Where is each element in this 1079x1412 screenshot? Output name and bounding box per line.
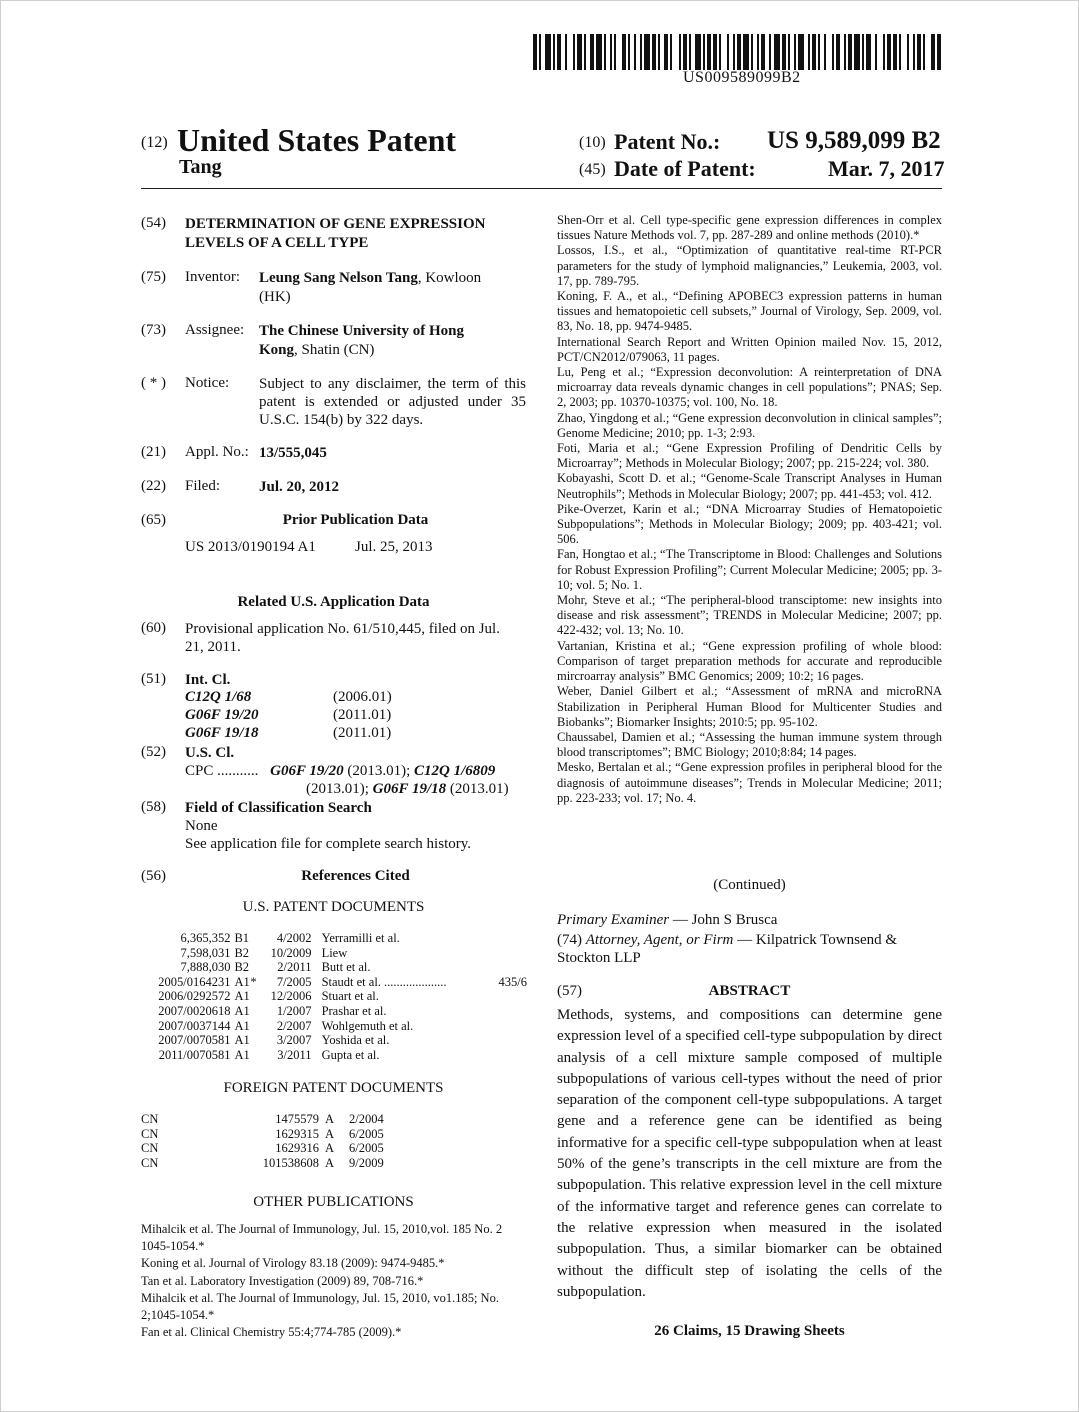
us-doc-cell: 2007/0037144 [158,1018,231,1033]
us-doc-cell: Yerramilli et al. [321,931,400,945]
examiner-label: Primary Examiner [557,912,670,928]
inventor-country: (HK) [259,289,291,305]
us-doc-cell: Prashar et al. [321,1003,387,1018]
us-doc-cell: Stuart et al. [321,989,379,1004]
header-rule [141,188,942,189]
prior-pub-title: Prior Publication Data [282,512,429,528]
publication-entry: Shen-Orr et al. Cell type-specific gene expression differences in complex tissues Nature Methods vol. 7, pp. 287-289 and online methods (2010).* [557,213,942,243]
provisional-line-2: 21, 2011. [185,639,241,655]
us-doc-row [149,960,527,975]
us-doc-cell: 6,365,352 [180,931,231,945]
us-doc-cell: Wohlgemuth et al. [321,1018,414,1033]
us-doc-cell [250,1033,262,1048]
us-doc-row [149,1033,527,1048]
code-56: (56) [141,868,166,884]
foreign-doc-cell: CN [141,1155,159,1170]
us-doc-cell: 2/2007 [276,1018,312,1033]
int-cl-code: G06F 19/18 [185,725,259,741]
us-doc-cell [250,946,262,961]
attorney-code: (74) [557,932,582,948]
publication-entry: Pike-Overzet, Karin et al.; “DNA Microarray Studies of Hematopoietic Subpopulations”; Methods in Molecular Biology; 2009; pp. 403-421; vol. 506. [557,501,942,547]
foreign-doc-cell: A [325,1126,335,1141]
us-doc-cell: 2011/0070581 [158,1047,231,1062]
publication-entry: Mohr, Steve et al.; “The peripheral-blood transciptome: new insights into disease and risk assessment”; TRENDS in Molecular Medicine; 2007; pp. 422-432; vol. 13; No. 10. [557,593,942,638]
code-54: (54) [141,215,166,231]
us-cl-title: U.S. Cl. [185,745,235,761]
us-doc-cell [499,989,527,1004]
publication-entry: Lossos, I.S., et al., “Optimization of quantitative real-time RT-PCR parameters for the study of lymphoid malignancies,” Leukemia, 2003, vol. 17, pp. 789-795. [557,243,942,288]
foreign-doc-row [141,1127,441,1142]
us-doc-cell: B1 [234,931,250,945]
attorney-line-2: Stockton LLP [557,950,641,966]
us-doc-cell: 7,888,030 [180,960,231,975]
foreign-doc-cell: 2/2004 [349,1112,384,1126]
us-doc-cell [499,1019,527,1034]
code-10: (10) [579,134,606,151]
provisional-line-1: Provisional application No. 61/510,445, filed on Jul. [185,621,500,637]
cpc-line-1 [185,762,495,780]
us-doc-cell: B2 [234,945,250,960]
barcode-number: US009589099B2 [683,69,801,86]
int-cl-date: (2011.01) [333,725,392,741]
publication-entry: Fan et al. Clinical Chemistry 55:4;774-785 (2009).* [141,1325,402,1340]
other-publications [141,1221,526,1341]
assignee-name: The Chinese University of Hong [259,323,465,339]
foreign-doc-cell: A [325,1112,335,1126]
title-line-2: LEVELS OF A CELL TYPE [185,235,369,251]
foreign-doc-cell: CN [141,1141,159,1156]
foreign-docs-title: FOREIGN PATENT DOCUMENTS [223,1080,444,1096]
code-58: (58) [141,799,166,815]
attorney-label: Attorney, Agent, or Firm [585,932,734,948]
inventor-label: Inventor: [185,269,240,285]
barcode [533,34,943,70]
code-45: (45) [579,161,606,178]
patent-type-title: United States Patent [177,122,457,158]
us-doc-cell: A1 [234,1003,250,1018]
publication-entry: Mihalcik et al. The Journal of Immunology, Jul. 15, 2010, vo1.185; No. 2;1045-1054.* [141,1290,499,1323]
us-doc-cell [499,1048,527,1063]
us-doc-cell: * [250,974,257,989]
foreign-doc-cell: 6/2005 [349,1126,384,1141]
inventor-short: Tang [179,156,222,178]
us-doc-cell [250,989,262,1004]
cpc-code-2: C12Q 1/6809 [414,763,496,779]
us-doc-cell: 2005/0164231 [158,974,231,989]
us-doc-row [149,1048,527,1063]
us-doc-cell: 3/2011 [277,1047,312,1062]
code-52: (52) [141,744,166,760]
cpc-date-2: (2013.01); [306,781,369,797]
foreign-doc-cell: 1629315 [275,1126,319,1141]
publication-entry: Mihalcik et al. The Journal of Immunology, Jul. 15, 2010,vol. 185 No. 2 1045-1054.* [141,1222,503,1254]
publication-entry: Kobayashi, Scott D. et al.; “Genome-Scale Transcript Analyses in Human Neutrophils”; Methods in Molecular Biology; 2007; pp. 441-453; vol. 412. [557,471,942,501]
primary-examiner [557,911,942,930]
prior-pub-date: Jul. 25, 2013 [355,539,433,555]
inventor-city: , Kowloon [417,270,482,286]
foreign-doc-cell: 101538608 [262,1155,319,1170]
continued-note: (Continued) [713,877,786,893]
us-doc-cell: B2 [234,960,250,975]
publication-entry: Vartanian, Kristina et al.; “Gene expression profiling of whole blood: Comparison of target preparation methods for accurate and reproducible mircroarray analysis” BMC Genomics; 2009; 10:2; 16 pages. [557,638,942,684]
claims-count: 26 Claims, 15 Drawing Sheets [654,1323,845,1339]
cpc-code-1: G06F 19/20 [270,763,344,779]
us-doc-cell [499,1004,527,1019]
us-doc-cell [499,960,527,975]
patent-date: Mar. 7, 2017 [828,156,945,181]
cpc-date-1: (2013.01); [347,763,411,779]
assignee-line-2 [259,341,374,359]
us-doc-cell [250,1019,262,1034]
us-doc-cell: 2007/0020618 [158,1003,231,1018]
us-doc-row [149,989,527,1004]
us-doc-cell: 7/2005 [276,974,312,989]
publication-entry: International Search Report and Written Opinion mailed Nov. 15, 2012, PCT/CN2012/079063, 11 pages. [557,334,942,364]
field-search-title: Field of Classification Search [185,800,372,816]
foreign-doc-row [141,1156,441,1171]
appl-no-label: Appl. No.: [185,444,249,460]
us-doc-cell: 3/2007 [276,1033,312,1048]
notice-label: Notice: [185,375,230,391]
abstract-code: (57) [557,983,582,999]
examiner-name: — John S Brusca [669,912,778,928]
foreign-doc-cell: 6/2005 [349,1141,384,1156]
barcode-bar [937,34,941,70]
us-doc-cell: 2006/0292572 [158,989,231,1004]
patent-no-label: Patent No.: [614,129,721,154]
us-doc-row [149,975,527,990]
abstract-text: Methods, systems, and compositions can determine gene expression level of a specified cell-type subpopulation by direct analysis of a cell mixture sample composed of multiple subpopulations of various cell-types without the need of prior separation of the component cell-type subpopulations. A target gene and a reference gene can be identified as being informative for a specific cell-type subpopulation when at least 50% of the gene’s transcripts in the cell mixture are from the subpopulation. This relative expression level in the cell mixture of the informative target and reference genes can correlate to the relative expression when measured in the isolated subpopulation. Thus, a similar biomarker can be obtained without the difficult step of isolating the cells of the subpopulation. [557,1007,942,1300]
us-doc-row [149,1019,527,1034]
title-line-1: DETERMINATION OF GENE EXPRESSION [185,216,486,232]
code-60: (60) [141,620,166,636]
appl-no-value: 13/555,045 [259,445,327,461]
code-65: (65) [141,512,166,528]
field-search-none: None [185,818,218,834]
int-cl-date: (2006.01) [333,689,392,705]
assignee-label: Assignee: [185,322,245,338]
other-publications-continued [557,213,942,806]
patent-number: US 9,589,099 B2 [767,127,941,154]
us-doc-cell [250,1004,262,1019]
us-doc-cell [499,931,527,946]
foreign-doc-cell: 1629316 [275,1141,319,1156]
us-doc-cell: Butt et al. [321,960,371,975]
inventor-line-1 [259,269,481,287]
us-doc-row [149,946,527,961]
foreign-doc-row [141,1112,441,1127]
us-doc-cell: 10/2009 [270,945,312,960]
publication-entry: Weber, Daniel Gilbert et al.; “Assessment of mRNA and microRNA Stabilization in Peripheral Human Blood for Multicenter Studies and Biobanks”; Biomarker Insights; 2010:5; pp. 95-102. [557,684,942,729]
us-doc-cell [250,960,262,975]
filed-label: Filed: [185,478,221,494]
us-patent-documents-table [149,931,527,1062]
publication-entry: Tan et al. Laboratory Investigation (2009) 89, 708-716.* [141,1273,424,1288]
attorney-line-1 [557,931,942,950]
publication-entry: Mesko, Bertalan et al.; “Gene expression profiles in peripheral blood for the diagnosis of autoimmune diseases”; Trends in Molecular Medicine; 2011; pp. 223-233; vol. 17; No. 4. [557,760,942,805]
publication-entry: Chaussabel, Damien et al.; “Assessing the human immune system through blood transcriptomes”; BMC Biology; 2010;8:84; 14 pages. [557,729,942,760]
us-doc-cell: Liew [321,945,348,960]
us-doc-cell: Yoshida et al. [321,1033,390,1048]
int-cl-date: (2011.01) [333,707,392,723]
us-docs-title: U.S. PATENT DOCUMENTS [242,899,425,915]
us-doc-cell [250,1048,262,1063]
int-cl-code: G06F 19/20 [185,707,259,723]
abstract-title: ABSTRACT [708,983,791,999]
us-doc-cell: 2/2011 [277,960,312,975]
us-doc-row [149,1004,527,1019]
publication-entry: Lu, Peng et al.; “Expression deconvolution: A reinterpretation of DNA microarray data reveals dynamic changes in cell populations”; PNAS; Sep. 2, 2003; pp. 10370-10375; vol. 100, No. 18. [557,365,942,410]
assignee-name-2: Kong [259,342,295,358]
foreign-doc-cell: 9/2009 [349,1155,384,1170]
publication-entry: Fan, Hongtao et al.; “The Transcriptome in Blood: Challenges and Solutions for Robust Expression Profiling”; Current Molecular Medicine; 2005; pp. 3-10; vol. 5; No. 1. [557,547,942,592]
us-doc-row [149,931,527,946]
code-22: (22) [141,478,166,494]
us-doc-cell: 2007/0070581 [158,1033,231,1048]
code-notice: ( * ) [141,375,166,391]
notice-text: Subject to any disclaimer, the term of this patent is extended or adjusted under 35 U.S.C. 154(b) by 322 days. [259,376,526,428]
us-doc-cell: A1 [234,1033,250,1048]
other-pubs-title: OTHER PUBLICATIONS [253,1194,414,1210]
us-doc-cell: A1 [234,974,250,989]
us-doc-cell: 435/6 [498,974,527,989]
us-doc-cell [499,946,527,961]
field-search-see: See application file for complete search history. [185,836,472,852]
foreign-doc-cell: CN [141,1112,159,1126]
us-doc-cell: 4/2002 [276,931,312,945]
us-doc-cell: 12/2006 [270,989,312,1004]
code-75: (75) [141,269,166,285]
publication-entry: Foti, Maria et al.; “Gene Expression Profiling of Dendritic Cells by Microarray”; Methods in Molecular Biology; 2007; pp. 215-224; vol. 380. [557,441,942,471]
code-21: (21) [141,444,166,460]
int-cl-code: C12Q 1/68 [185,689,252,705]
us-doc-cell [250,931,262,946]
cpc-code-3: G06F 19/18 [372,781,447,797]
filed-value: Jul. 20, 2012 [259,479,340,495]
cpc-line-2 [306,780,509,798]
assignee-city: , Shatin (CN) [294,342,375,358]
us-doc-cell [499,1033,527,1048]
foreign-doc-cell: A [325,1141,335,1156]
us-doc-cell: A1 [234,1018,250,1033]
publication-entry: Koning, F. A., et al., “Defining APOBEC3 expression patterns in human tissues and hematopoietic cell subsets,” Journal of Virology, Sep. 2009, vol. 83, No. 18, pp. 9474-9485. [557,289,942,334]
publication-entry: Zhao, Yingdong et al.; “Gene expression deconvolution in clinical samples”; Genome Medicine; 2010; pp. 1-3; 2:93. [557,410,942,440]
foreign-doc-cell: A [325,1155,335,1170]
code-73: (73) [141,322,166,338]
code-51: (51) [141,671,166,687]
cpc-label: CPC ........... [185,763,259,779]
foreign-doc-cell: 1475579 [275,1112,319,1126]
foreign-doc-cell: CN [141,1126,159,1141]
us-doc-cell: Staudt et al. .................... [321,974,447,989]
prior-pub-number: US 2013/0190194 A1 [185,539,316,555]
us-doc-cell: A1 [234,1047,250,1062]
int-cl-title: Int. Cl. [185,672,231,688]
us-doc-cell: A1 [234,989,250,1004]
abstract-header [557,983,942,1000]
us-doc-cell: 1/2007 [276,1003,312,1018]
us-doc-cell: 7,598,031 [180,945,231,960]
related-title: Related U.S. Application Data [237,594,430,610]
cpc-date-3: (2013.01) [449,781,509,797]
code-12: (12) [141,134,168,151]
foreign-doc-row [141,1141,441,1156]
us-doc-cell: Gupta et al. [321,1047,380,1062]
publication-entry: Koning et al. Journal of Virology 83.18 (2009): 9474-9485.* [141,1256,445,1271]
attorney-name: — Kilpatrick Townsend & [733,932,898,948]
foreign-patent-documents-table [141,1112,441,1170]
date-label: Date of Patent: [614,156,756,181]
references-cited-title: References Cited [301,868,410,884]
inventor-name: Leung Sang Nelson Tang [259,270,418,286]
